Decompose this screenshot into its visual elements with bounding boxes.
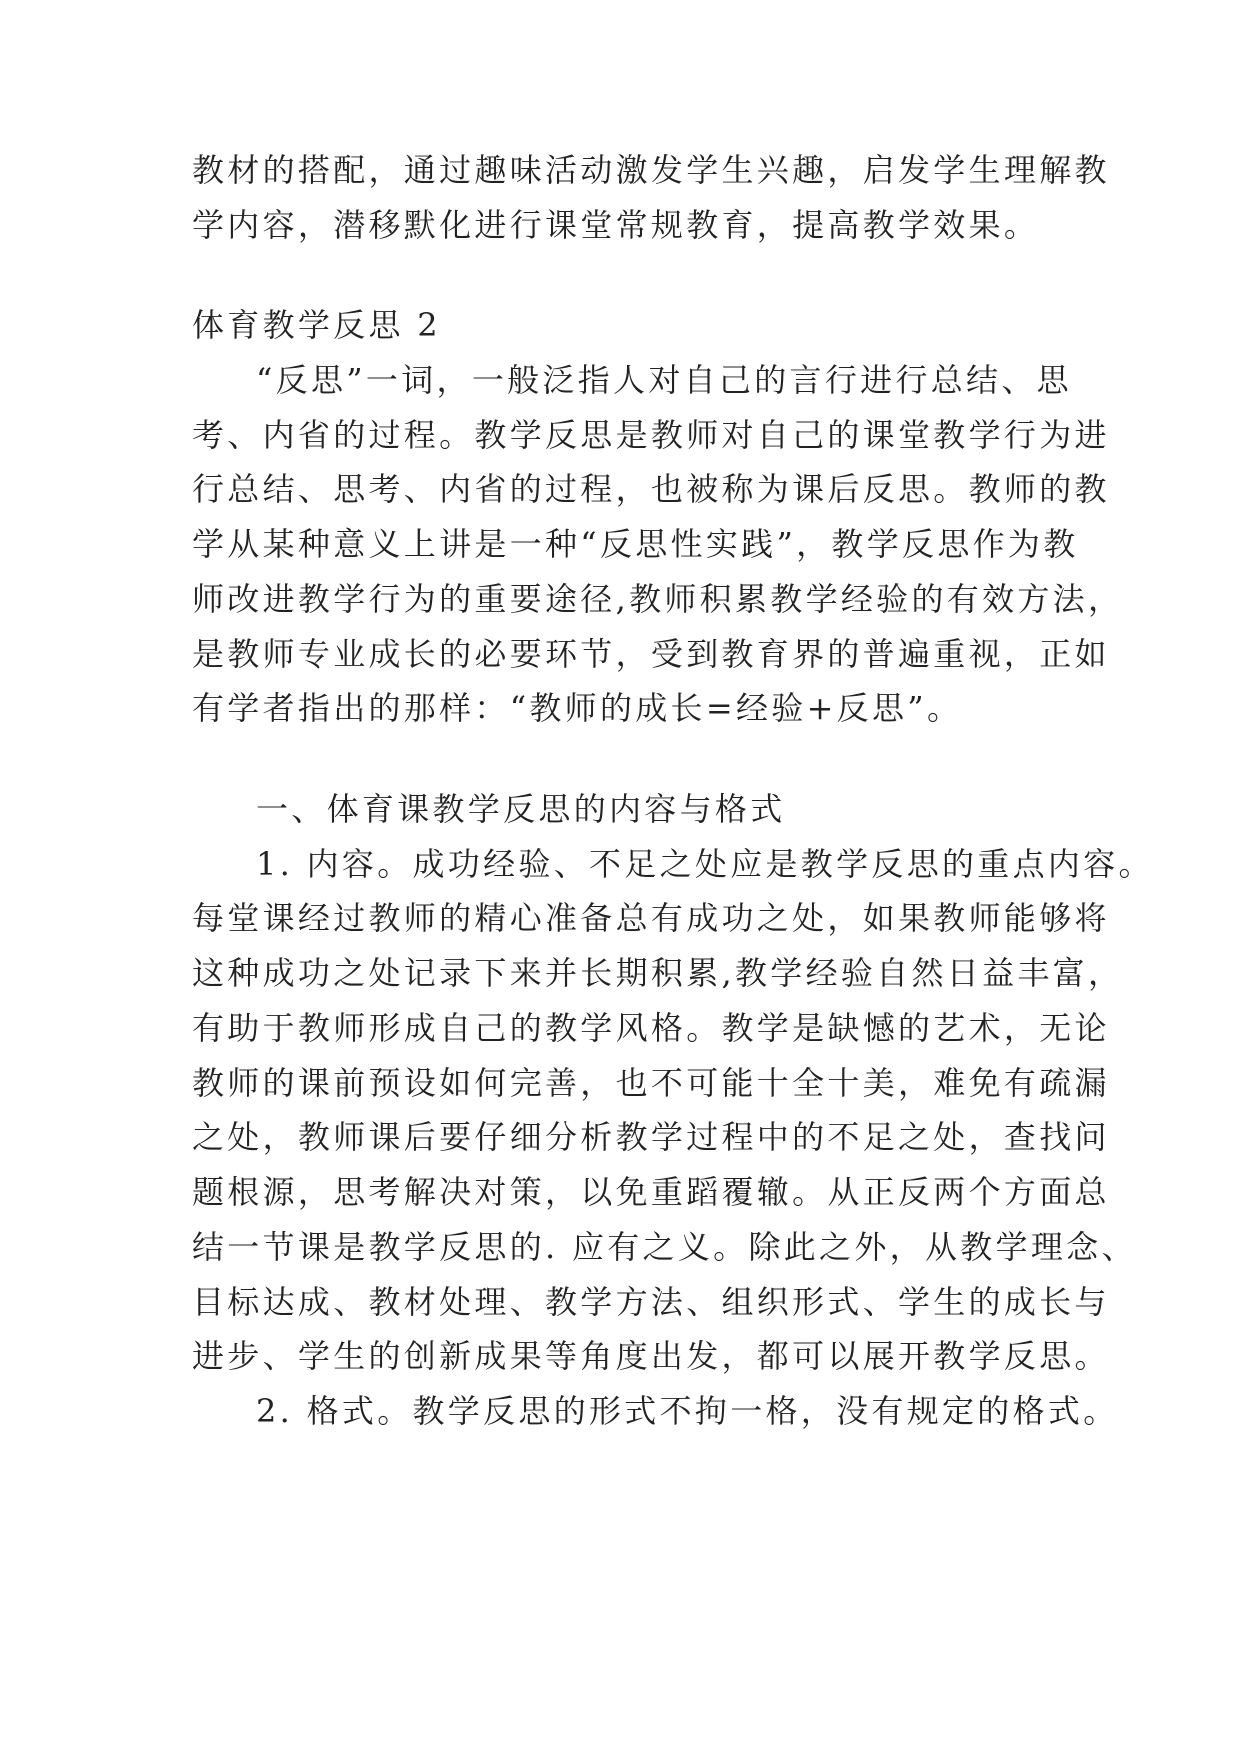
body-text-line: 这种成功之处记录下来并长期积累,教学经验自然日益丰富，: [192, 954, 1124, 992]
body-text-line: 1. 内容。成功经验、不足之处应是教学反思的重点内容。: [256, 845, 1154, 883]
body-text-line: 行总结、思考、内省的过程，也被称为课后反思。教师的教: [192, 470, 1110, 508]
section-title: 体育教学反思 2: [192, 306, 441, 344]
body-text-line: 师改进教学行为的重要途径,教师积累教学经验的有效方法，: [192, 580, 1124, 618]
body-text-line: 教师的课前预设如何完善，也不可能十全十美，难免有疏漏: [192, 1064, 1110, 1102]
body-text-line: 之处，教师课后要仔细分析教学过程中的不足之处，查找问: [192, 1118, 1110, 1156]
body-text-line: 考、内省的过程。教学反思是教师对自己的课堂教学行为进: [192, 416, 1110, 454]
body-text-line: 进步、学生的创新成果等角度出发，都可以展开教学反思。: [192, 1337, 1110, 1375]
body-text-line: 学内容，潜移默化进行课堂常规教育，提高教学效果。: [192, 206, 1040, 244]
body-text-line: 教材的搭配，通过趣味活动激发学生兴趣，启发学生理解教: [192, 151, 1110, 189]
body-text-line: 有助于教师形成自己的教学风格。教学是缺憾的艺术，无论: [192, 1009, 1110, 1047]
body-text-line: 结一节课是教学反思的. 应有之义。除此之外，从教学理念、: [192, 1228, 1137, 1266]
body-text-line: “反思”一词，一般泛指人对自己的言行进行总结、思: [256, 361, 1072, 399]
body-text-line: 学从某种意义上讲是一种“反思性实践”，教学反思作为教: [192, 525, 1079, 563]
subheading: 一、体育课教学反思的内容与格式: [256, 790, 786, 828]
body-text-line: 有学者指出的那样：“教师的成长=经验+反思”。: [192, 689, 963, 727]
body-text-line: 目标达成、教材处理、教学方法、组织形式、学生的成长与: [192, 1283, 1110, 1321]
body-text-line: 题根源，思考解决对策，以免重蹈覆辙。从正反两个方面总: [192, 1173, 1110, 1211]
body-text-line: 是教师专业成长的必要环节，受到教育界的普遍重视，正如: [192, 635, 1110, 673]
body-text-line: 2. 格式。教学反思的形式不拘一格，没有规定的格式。: [256, 1392, 1119, 1430]
body-text-line: 每堂课经过教师的精心准备总有成功之处，如果教师能够将: [192, 899, 1110, 937]
